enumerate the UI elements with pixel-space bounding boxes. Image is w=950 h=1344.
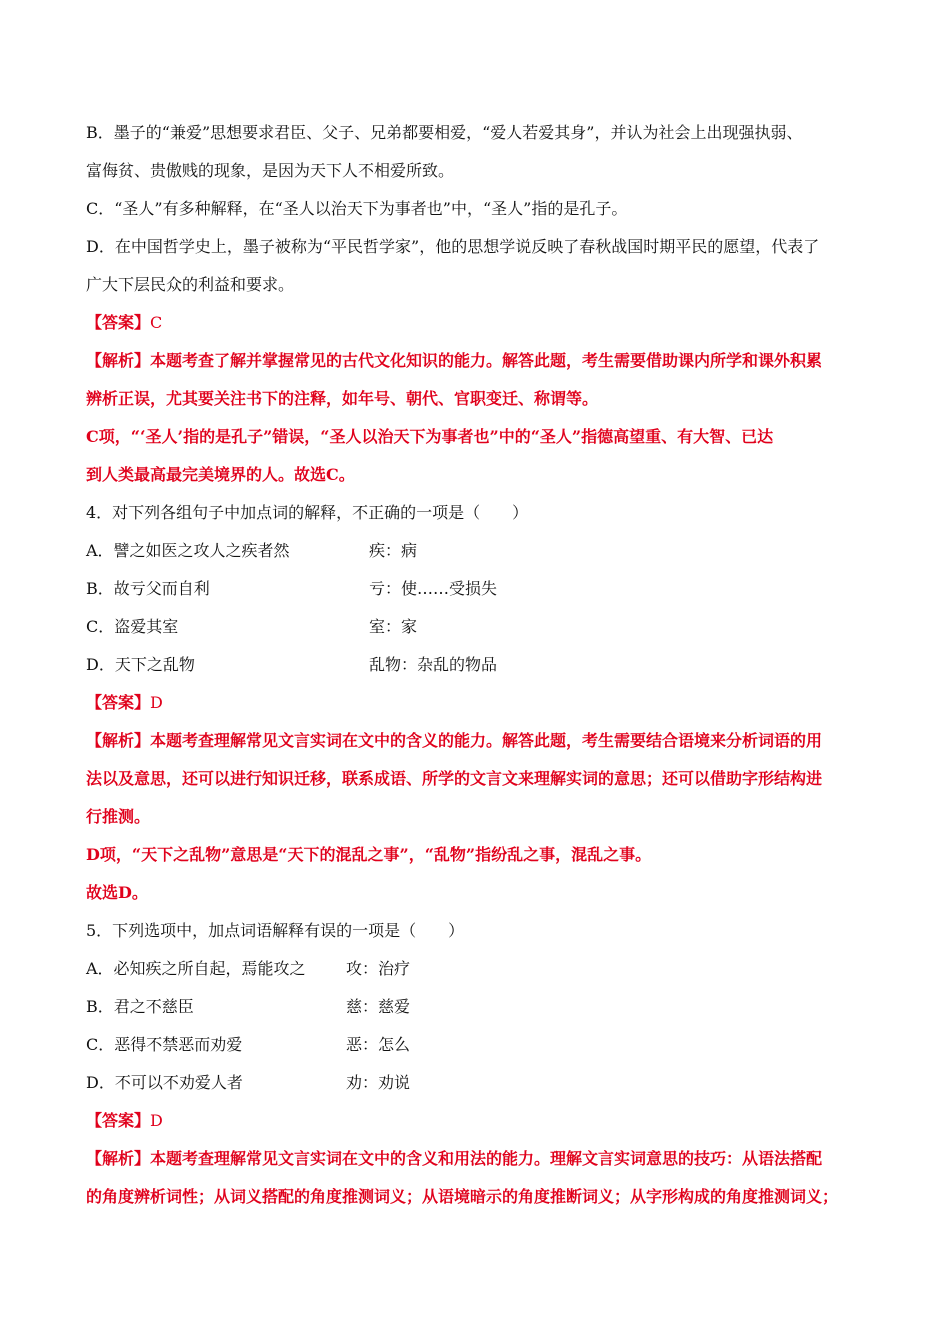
analysis-label: 【解析】	[86, 731, 151, 750]
q5-option-b: B．君之不慈臣	[86, 997, 194, 1016]
analysis-text: 本题考查理解常见文言实词在文中的含义和用法的能力。理解文言实词意思的技巧：从语法搭配	[150, 1149, 823, 1168]
q4-answer	[86, 693, 876, 713]
analysis-text: 本题考查理解常见文言实词在文中的含义的能力。解答此题，考生需要结合语境来分析词语的用	[150, 731, 823, 750]
q4-stem: 4．对下列各组句子中加点词的解释，不正确的一项是（ ）	[86, 503, 529, 522]
q5-option-d-gloss: 劝：劝说	[346, 1073, 411, 1092]
q4-option-d-gloss: 乱物：杂乱的物品	[369, 655, 498, 674]
q3-analysis-line3: C项，“‘圣人’指的是孔子”错误，“圣人以治天下为事者也”中的“圣人”指德高望重、有大智、已达	[86, 427, 774, 446]
q5-stem: 5．下列选项中，加点词语解释有误的一项是（ ）	[86, 921, 465, 940]
answer-value: C	[150, 313, 163, 332]
q3-option-d-line1: D．在中国哲学史上，墨子被称为“平民哲学家”，他的思想学说反映了春秋战国时期平民的愿望，代表了	[86, 237, 820, 256]
q3-analysis-line2: 辨析正误，尤其要关注书下的注释，如年号、朝代、官职变迁、称谓等。	[86, 389, 599, 408]
q3-answer	[86, 313, 876, 333]
q4-analysis-line3: 行推测。	[86, 807, 151, 826]
q4-option-b: B．故亏父而自利	[86, 579, 210, 598]
q5-option-c-gloss: 恶：怎么	[346, 1035, 411, 1054]
answer-label: 【答案】	[86, 693, 151, 712]
analysis-text: 本题考查了解并掌握常见的古代文化知识的能力。解答此题，考生需要借助课内所学和课外积累	[150, 351, 823, 370]
q5-option-c: C．恶得不禁恶而劝爱	[86, 1035, 243, 1054]
analysis-label: 【解析】	[86, 351, 151, 370]
q3-analysis-line1	[86, 351, 876, 371]
q3-analysis-line4: 到人类最高最完美境界的人。故选C。	[86, 465, 355, 484]
q4-option-b-gloss: 亏：使……受损失	[369, 579, 498, 598]
q3-option-b-line2: 富侮贫、贵傲贱的现象，是因为天下人不相爱所致。	[86, 161, 455, 180]
q4-analysis-line4: D项，“天下之乱物”意思是“天下的混乱之事”，“乱物”指纷乱之事，混乱之事。	[86, 845, 652, 864]
q4-option-d: D．天下之乱物	[86, 655, 195, 674]
answer-value: D	[150, 1111, 163, 1130]
q4-analysis-line5: 故选D。	[86, 883, 148, 902]
answer-label: 【答案】	[86, 313, 151, 332]
q5-analysis-line1	[86, 1149, 876, 1169]
q5-option-a-gloss: 攻：治疗	[346, 959, 411, 978]
q4-option-c: C．盗爱其室	[86, 617, 179, 636]
q4-analysis-line1	[86, 731, 876, 751]
answer-value: D	[150, 693, 163, 712]
answer-label: 【答案】	[86, 1111, 151, 1130]
q3-option-b-line1: B．墨子的“兼爱”思想要求君臣、父子、兄弟都要相爱，“爱人若爱其身”，并认为社会上出现强执弱、	[86, 123, 803, 142]
analysis-label: 【解析】	[86, 1149, 151, 1168]
q4-option-a-gloss: 疾：病	[369, 541, 418, 560]
q4-option-c-gloss: 室：家	[369, 617, 418, 636]
q3-option-d-line2: 广大下层民众的利益和要求。	[86, 275, 295, 294]
q4-analysis-line2: 法以及意思，还可以进行知识迁移，联系成语、所学的文言文来理解实词的意思；还可以借助字形结构进	[86, 769, 823, 788]
q5-analysis-line2: 的角度辨析词性；从词义搭配的角度推测词义；从语境暗示的角度推断词义；从字形构成的角度推测词义；	[86, 1187, 839, 1206]
q5-option-d: D．不可以不劝爱人者	[86, 1073, 243, 1092]
q3-option-c: C．“圣人”有多种解释，在“圣人以治天下为事者也”中，“圣人”指的是孔子。	[86, 199, 628, 218]
q5-answer	[86, 1111, 876, 1131]
q4-option-a: A．譬之如医之攻人之疾者然	[86, 541, 290, 560]
q5-option-b-gloss: 慈：慈爱	[346, 997, 411, 1016]
q5-option-a: A．必知疾之所自起，焉能攻之	[86, 959, 306, 978]
